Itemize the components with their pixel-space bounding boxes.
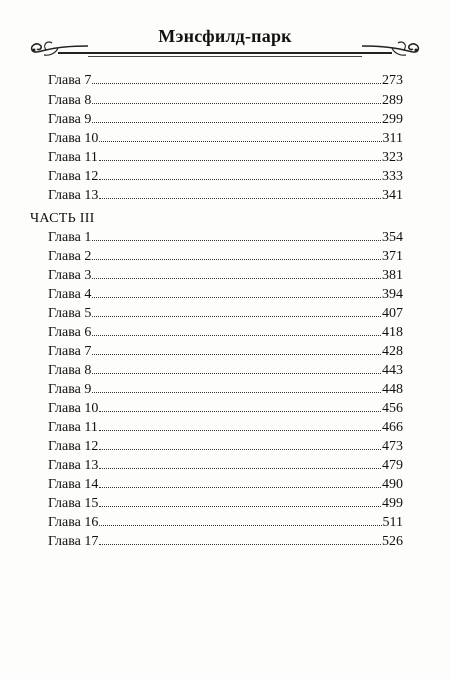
leader-dots (92, 247, 381, 260)
leader-dots (99, 437, 381, 450)
toc-entry (48, 342, 403, 360)
toc-entry (48, 285, 403, 303)
toc-entry (48, 361, 403, 379)
toc-entry (48, 494, 403, 512)
chapter-label: Глава 10 (48, 401, 99, 416)
chapter-label: Глава 10 (48, 131, 99, 146)
leader-dots (92, 110, 381, 123)
page-number: 311 (382, 131, 403, 146)
leader-dots (92, 266, 381, 279)
chapter-label: Глава 16 (48, 515, 99, 530)
leader-dots (92, 323, 381, 336)
chapter-label: Глава 11 (48, 150, 98, 165)
toc-entry (48, 323, 403, 341)
leader-dots (92, 342, 381, 355)
toc-entry (48, 418, 403, 436)
page-number: 341 (382, 188, 403, 203)
leader-dots (99, 129, 381, 142)
chapter-label: Глава 13 (48, 188, 99, 203)
toc-entry (48, 91, 403, 109)
toc-entry (48, 532, 403, 550)
leader-dots (99, 513, 381, 526)
toc-entry (48, 304, 403, 322)
toc-entry (48, 129, 403, 147)
toc-entry (48, 513, 403, 531)
page-number: 466 (382, 420, 403, 435)
chapter-label: Глава 7 (48, 344, 92, 359)
leader-dots (92, 380, 381, 393)
leader-dots (92, 71, 381, 84)
chapter-label: Глава 9 (48, 382, 92, 397)
leader-dots (92, 361, 381, 374)
leader-dots (99, 418, 381, 431)
leader-dots (99, 148, 381, 161)
page-number: 407 (382, 306, 403, 321)
toc-entry (48, 266, 403, 284)
chapter-label: Глава 12 (48, 169, 99, 184)
chapter-label: Глава 1 (48, 230, 92, 245)
header-rule-thin (88, 56, 362, 57)
page-number: 418 (382, 325, 403, 340)
part-heading: ЧАСТЬ III (30, 211, 95, 226)
page-number: 289 (382, 93, 403, 108)
page-number: 479 (382, 458, 403, 473)
toc-entry (48, 380, 403, 398)
leader-dots (92, 228, 381, 241)
page-number: 371 (382, 249, 403, 264)
chapter-label: Глава 7 (48, 73, 92, 88)
toc-entry (48, 247, 403, 265)
page-number: 473 (382, 439, 403, 454)
page-number: 448 (382, 382, 403, 397)
chapter-label: Глава 14 (48, 477, 99, 492)
chapter-label: Глава 17 (48, 534, 99, 549)
page-number: 456 (382, 401, 403, 416)
page-number: 333 (382, 169, 403, 184)
toc-entry (48, 456, 403, 474)
chapter-label: Глава 6 (48, 325, 92, 340)
page-number: 526 (382, 534, 403, 549)
leader-dots (92, 91, 381, 104)
chapter-label: Глава 2 (48, 249, 92, 264)
chapter-label: Глава 11 (48, 420, 98, 435)
page-number: 428 (382, 344, 403, 359)
page-number: 381 (382, 268, 403, 283)
leader-dots (92, 285, 381, 298)
page-number: 499 (382, 496, 403, 511)
page-number: 354 (382, 230, 403, 245)
page-number: 299 (382, 112, 403, 127)
leader-dots (92, 304, 381, 317)
leader-dots (99, 532, 381, 545)
leader-dots (99, 167, 381, 180)
page-number: 394 (382, 287, 403, 302)
chapter-label: Глава 8 (48, 93, 92, 108)
chapter-label: Глава 3 (48, 268, 92, 283)
leader-dots (99, 475, 381, 488)
page-number: 323 (382, 150, 403, 165)
toc-entry (48, 399, 403, 417)
chapter-label: Глава 4 (48, 287, 92, 302)
page-number: 490 (382, 477, 403, 492)
chapter-label: Глава 9 (48, 112, 92, 127)
chapter-label: Глава 12 (48, 439, 99, 454)
leader-dots (99, 399, 381, 412)
toc-entry (48, 167, 403, 185)
header-rule (58, 52, 392, 54)
leader-dots (99, 494, 381, 507)
book-title: Мэнсфилд-парк (158, 26, 292, 46)
chapter-label: Глава 8 (48, 363, 92, 378)
toc-entry (48, 71, 403, 89)
toc-entry (48, 437, 403, 455)
page-number: 511 (382, 515, 403, 530)
chapter-label: Глава 5 (48, 306, 92, 321)
toc-entry (48, 186, 403, 204)
chapter-label: Глава 13 (48, 458, 99, 473)
toc-entry (48, 148, 403, 166)
toc-entry (48, 110, 403, 128)
toc-entry (48, 475, 403, 493)
leader-dots (99, 456, 381, 469)
leader-dots (99, 186, 381, 199)
toc-entry (48, 228, 403, 246)
page-number: 273 (382, 73, 403, 88)
running-header (0, 22, 450, 68)
flourish-right-icon (360, 36, 422, 60)
page-number: 443 (382, 363, 403, 378)
chapter-label: Глава 15 (48, 496, 99, 511)
